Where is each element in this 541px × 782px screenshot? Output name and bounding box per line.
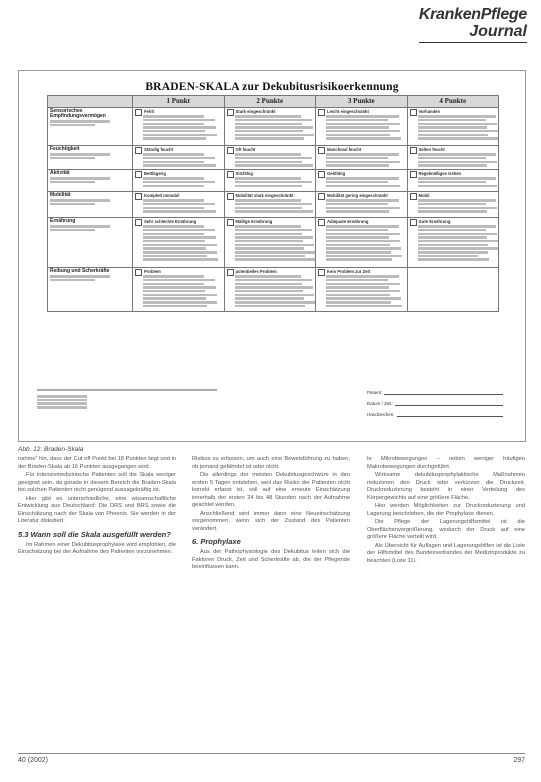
checkbox[interactable] bbox=[227, 109, 234, 116]
text-line bbox=[418, 134, 488, 137]
text-line bbox=[418, 229, 486, 232]
text-line bbox=[143, 229, 215, 232]
text-line bbox=[418, 199, 497, 202]
text-line bbox=[143, 279, 215, 282]
text-line bbox=[418, 123, 498, 126]
text-line bbox=[418, 210, 487, 213]
text-line bbox=[143, 283, 204, 286]
text-line bbox=[235, 247, 304, 250]
score-label: Mobilität gering eingeschränkt bbox=[327, 193, 388, 198]
text-line bbox=[143, 233, 204, 236]
text-line bbox=[143, 164, 216, 167]
text-line bbox=[235, 161, 302, 164]
score-cell bbox=[224, 268, 316, 312]
score-label: Fehlt bbox=[144, 109, 155, 114]
text-line bbox=[143, 134, 217, 137]
paragraph: Die allerdings der meisten Dekubitusgeschwüre in den ersten 5 Tagen entstehen, weil das Risiko der Patienten nicht korrekt erfasst ist, soll auf eine erneute Einschätzung innerhalb der ersten 24 bis 48 Stunden nach der Aufnahme geachtet werden. bbox=[192, 472, 350, 508]
paragraph: Wirksame dekubitusprophylaktische Maßnahmen reduzieren den Druck oder verkürzen die Druckzeit. Druckreduzierung besteht in einer Verteilung des Körpergewichts auf eine größere Fläche. bbox=[367, 472, 525, 501]
score-label: Gehfähig bbox=[327, 171, 346, 176]
text-line bbox=[143, 244, 217, 247]
text-line bbox=[235, 275, 302, 278]
column-header: 4 Punkte bbox=[407, 96, 499, 108]
text-line bbox=[143, 301, 217, 304]
checkbox[interactable] bbox=[135, 147, 142, 154]
journal-subtitle: Journal bbox=[419, 23, 527, 43]
text-line bbox=[326, 157, 388, 160]
text-line bbox=[326, 185, 400, 188]
checkbox[interactable] bbox=[135, 193, 142, 200]
text-line bbox=[235, 185, 302, 188]
checkbox[interactable] bbox=[318, 171, 325, 178]
score-cell bbox=[407, 146, 499, 170]
paragraph: Aus der Pathophysiologie des Dekubitus leiten sich die Faktoren Druck, Zeit und Scherkräfte ab, die der Pflegende beeinflussen kann. bbox=[192, 549, 350, 570]
text-line bbox=[418, 164, 487, 167]
table-header-row bbox=[48, 96, 499, 108]
score-cell bbox=[133, 108, 225, 146]
text-line bbox=[235, 119, 313, 122]
checkbox[interactable] bbox=[318, 193, 325, 200]
text-line bbox=[50, 124, 95, 127]
score-label: Stark eingeschränkt bbox=[235, 109, 276, 114]
text-line bbox=[235, 301, 315, 304]
score-cell bbox=[133, 192, 225, 218]
criterion-name: Feuchtigkeit bbox=[50, 146, 80, 152]
text-line bbox=[326, 297, 401, 300]
section-heading: 5.3 Wann soll die Skala ausgefüllt werden? bbox=[18, 529, 171, 539]
text-line bbox=[143, 115, 204, 118]
score-cell bbox=[407, 268, 499, 312]
checkbox[interactable] bbox=[410, 219, 417, 226]
checkbox[interactable] bbox=[318, 147, 325, 154]
text-line bbox=[326, 134, 390, 137]
text-line bbox=[50, 120, 110, 123]
text-line bbox=[143, 123, 204, 126]
text-line bbox=[235, 177, 302, 180]
text-line bbox=[50, 203, 95, 206]
journal-title: KrankenPflege bbox=[418, 6, 527, 23]
text-line bbox=[50, 199, 110, 202]
text-line bbox=[418, 203, 486, 206]
text-line bbox=[326, 210, 389, 213]
text-line bbox=[418, 181, 486, 184]
issue-number: 40 (2002) bbox=[18, 757, 48, 764]
criterion-cell bbox=[48, 170, 133, 192]
score-label: Komplett immobil bbox=[144, 193, 180, 198]
text-line bbox=[235, 115, 302, 118]
text-line bbox=[143, 258, 218, 261]
text-line bbox=[418, 177, 497, 180]
text-line bbox=[235, 181, 313, 184]
text-line bbox=[235, 137, 304, 140]
score-cell bbox=[133, 146, 225, 170]
text-line bbox=[418, 153, 497, 156]
criterion-cell bbox=[48, 268, 133, 312]
text-line bbox=[143, 137, 206, 140]
text-line bbox=[235, 134, 315, 137]
text-line bbox=[235, 199, 302, 202]
text-line bbox=[50, 229, 95, 232]
text-line bbox=[326, 305, 402, 308]
criterion-name: Mobilität bbox=[50, 192, 71, 198]
text-line bbox=[418, 247, 499, 250]
text-line bbox=[235, 240, 303, 243]
text-line bbox=[143, 119, 215, 122]
checkbox[interactable] bbox=[135, 219, 142, 226]
column-header: 1 Punkt bbox=[133, 96, 225, 108]
text-line bbox=[143, 203, 215, 206]
text-line bbox=[143, 251, 217, 254]
figure-title: BRADEN-SKALA zur Dekubitusrisikoerkennung bbox=[145, 81, 399, 93]
text-line bbox=[418, 240, 498, 243]
text-line bbox=[50, 225, 110, 228]
text-line bbox=[235, 290, 303, 293]
text-line bbox=[326, 279, 388, 282]
text-line bbox=[326, 130, 400, 133]
text-line bbox=[235, 255, 305, 258]
text-line bbox=[235, 258, 316, 261]
text-line bbox=[143, 161, 204, 164]
score-label: Oft feucht bbox=[235, 147, 256, 152]
paragraph: Anschließend wird immer dann eine Neueinschätzung vorgenommen, wenn sich der Zustand des Patienten verändert. bbox=[192, 510, 350, 532]
text-line bbox=[326, 244, 390, 247]
text-line bbox=[143, 305, 207, 308]
text-line bbox=[235, 123, 302, 126]
text-line bbox=[143, 185, 204, 188]
paragraph: te Mikrobewegungen – neben weniger häufigen Makrobewegungen durchgeführt. bbox=[367, 456, 525, 470]
text-line bbox=[326, 123, 400, 126]
text-line bbox=[326, 207, 400, 210]
score-label: Vorhanden bbox=[418, 109, 441, 114]
text-line bbox=[235, 229, 313, 232]
text-column-3 bbox=[367, 456, 525, 566]
text-line bbox=[143, 181, 215, 184]
text-line bbox=[235, 286, 314, 289]
text-line bbox=[418, 236, 487, 239]
checkbox[interactable] bbox=[227, 193, 234, 200]
text-line bbox=[418, 207, 498, 210]
text-line bbox=[418, 137, 499, 140]
score-label: Sehr schlechte Ernährung bbox=[144, 219, 197, 224]
checkbox[interactable] bbox=[410, 171, 417, 178]
checkbox[interactable] bbox=[318, 219, 325, 226]
text-line bbox=[326, 283, 400, 286]
text-line bbox=[235, 225, 302, 228]
text-column-2 bbox=[192, 456, 350, 573]
text-line bbox=[235, 153, 302, 156]
text-line bbox=[326, 177, 399, 180]
text-line bbox=[418, 255, 479, 258]
text-line bbox=[418, 115, 497, 118]
score-label: Leicht eingeschränkt bbox=[327, 109, 369, 114]
score-cell bbox=[316, 146, 408, 170]
text-line bbox=[235, 297, 304, 300]
text-line bbox=[326, 229, 388, 232]
score-cell bbox=[407, 170, 499, 192]
text-line bbox=[50, 279, 95, 282]
criterion-name: Ernährung bbox=[50, 218, 76, 224]
text-line bbox=[326, 275, 399, 278]
score-cell bbox=[133, 268, 225, 312]
figure-caption: Abb. 12: Braden-Skala bbox=[18, 446, 84, 453]
text-line bbox=[143, 199, 204, 202]
score-cell bbox=[133, 218, 225, 268]
text-line bbox=[326, 115, 399, 118]
text-line bbox=[143, 126, 216, 129]
text-column-1 bbox=[18, 456, 176, 558]
table-row bbox=[48, 268, 499, 312]
text-line bbox=[235, 294, 315, 297]
checkbox[interactable] bbox=[227, 269, 234, 276]
score-cell bbox=[224, 108, 316, 146]
text-line bbox=[418, 233, 498, 236]
score-label: Mäßige Ernährung bbox=[235, 219, 273, 224]
score-cell bbox=[316, 218, 408, 268]
table-row bbox=[48, 192, 499, 218]
text-line bbox=[143, 236, 216, 239]
initials-field: Handzeichen: bbox=[367, 411, 503, 417]
text-line bbox=[235, 244, 315, 247]
table-row bbox=[48, 108, 499, 146]
text-line bbox=[326, 286, 389, 289]
score-label: Adäquate Ernährung bbox=[327, 219, 369, 224]
text-line bbox=[418, 244, 488, 247]
score-cell bbox=[133, 170, 225, 192]
text-line bbox=[143, 153, 204, 156]
text-line bbox=[326, 181, 388, 184]
score-label: Mobil bbox=[418, 193, 430, 198]
text-line bbox=[418, 157, 486, 160]
text-line bbox=[418, 161, 498, 164]
score-label: Mobilität stark eingeschränkt bbox=[235, 193, 294, 198]
table-row bbox=[48, 146, 499, 170]
score-cell bbox=[407, 218, 499, 268]
score-label: potentielles Problem bbox=[235, 269, 277, 274]
text-line bbox=[418, 258, 490, 261]
legend-line bbox=[37, 389, 217, 391]
text-line bbox=[418, 251, 489, 254]
braden-table bbox=[47, 95, 499, 312]
text-line bbox=[235, 283, 302, 286]
text-line bbox=[326, 251, 391, 254]
text-line bbox=[235, 130, 303, 133]
score-label: Problem bbox=[144, 269, 161, 274]
text-line bbox=[143, 247, 206, 250]
text-line bbox=[326, 240, 400, 243]
text-line bbox=[326, 233, 400, 236]
text-line bbox=[326, 258, 392, 261]
column-header: 3 Punkte bbox=[316, 96, 408, 108]
text-line bbox=[50, 153, 110, 156]
checkbox[interactable] bbox=[318, 269, 325, 276]
table-row bbox=[48, 170, 499, 192]
section-heading: 6. Prophylaxe bbox=[192, 537, 241, 546]
text-line bbox=[235, 236, 314, 239]
checkbox[interactable] bbox=[227, 171, 234, 178]
paragraph: Im Rahmen einer Dekubitusprophylaxe wird empfohlen, die Einschätzung bei der Aufnahme des Patienten vorzunehmen. bbox=[18, 541, 176, 555]
text-line bbox=[50, 275, 110, 278]
score-label: Regelmäßiges Gehen bbox=[418, 171, 462, 176]
text-line bbox=[418, 130, 498, 133]
column-header: 2 Punkte bbox=[224, 96, 316, 108]
criterion-cell bbox=[48, 146, 133, 170]
text-line bbox=[235, 157, 313, 160]
text-line bbox=[143, 286, 216, 289]
paragraph: Hier gibt es unterschiedliche, eine wissenschaftliche Entwicklung aus Deutschland: Die DRS und BRS sowie die Einschätzung nach der Skala von Phoenix. Sie werden in der Literatur diskutiert. bbox=[18, 495, 176, 524]
score-label: Selten feucht bbox=[418, 147, 445, 152]
patient-field: Patient: bbox=[367, 389, 503, 395]
text-line bbox=[50, 157, 95, 160]
score-label: Gute Ernährung bbox=[418, 219, 451, 224]
checkbox[interactable] bbox=[135, 269, 142, 276]
score-cell bbox=[224, 218, 316, 268]
text-line bbox=[326, 153, 399, 156]
braden-figure bbox=[18, 70, 526, 442]
text-line bbox=[418, 225, 497, 228]
text-line bbox=[143, 177, 204, 180]
text-line bbox=[50, 181, 95, 184]
text-line bbox=[50, 177, 110, 180]
text-line bbox=[143, 294, 217, 297]
table-row bbox=[48, 218, 499, 268]
text-line bbox=[326, 236, 389, 239]
text-line bbox=[143, 297, 206, 300]
text-line bbox=[418, 126, 487, 129]
text-line bbox=[143, 275, 204, 278]
criterion-name: Reibung und Scherkräfte bbox=[50, 268, 110, 274]
text-line bbox=[143, 207, 204, 210]
paragraph: Die Pflege der Lagerungshilfsmittel ist die Oberflächenvergrößerung, wodurch der Druck auf eine größere Fläche verteilt wird. bbox=[367, 519, 525, 540]
text-line bbox=[235, 126, 314, 129]
signature-block bbox=[367, 389, 503, 422]
criterion-cell bbox=[48, 192, 133, 218]
paragraph: Als Übersicht für Auflagen und Lagerungshilfen ist die Liste der Hilfsmittel des Bundesverbandes der Medizinprodukte zu beachten (Liste 11). bbox=[367, 542, 525, 564]
checkbox[interactable] bbox=[318, 109, 325, 116]
score-cell bbox=[316, 170, 408, 192]
text-line bbox=[143, 210, 216, 213]
text-line bbox=[143, 255, 207, 258]
score-label: Kein Problem zur Zeit bbox=[327, 269, 371, 274]
text-line bbox=[326, 301, 391, 304]
text-line bbox=[326, 164, 389, 167]
corner-cell bbox=[48, 96, 133, 108]
checkbox[interactable] bbox=[227, 219, 234, 226]
text-line bbox=[235, 305, 305, 308]
paragraph: nahme" hin, dass der Cut off Punkt bei 18 Punkten liegt und in der Braden-Skala ab 16 Punkten ausgegangen wird. bbox=[18, 456, 176, 470]
score-cell bbox=[224, 146, 316, 170]
text-line bbox=[143, 240, 205, 243]
score-legend bbox=[37, 389, 217, 410]
text-line bbox=[143, 290, 205, 293]
score-cell bbox=[224, 170, 316, 192]
checkbox[interactable] bbox=[410, 193, 417, 200]
text-line bbox=[326, 119, 388, 122]
text-line bbox=[326, 199, 399, 202]
checkbox[interactable] bbox=[410, 147, 417, 154]
text-line bbox=[326, 247, 401, 250]
criterion-cell bbox=[48, 108, 133, 146]
text-line bbox=[326, 126, 389, 129]
text-line bbox=[143, 130, 205, 133]
score-cell bbox=[407, 108, 499, 146]
text-line bbox=[326, 161, 400, 164]
text-line bbox=[326, 137, 401, 140]
text-line bbox=[235, 203, 313, 206]
text-line bbox=[143, 157, 215, 160]
text-line bbox=[326, 290, 400, 293]
score-label: Bettlägerig bbox=[144, 171, 166, 176]
text-line bbox=[235, 233, 302, 236]
text-line bbox=[326, 294, 390, 297]
score-cell bbox=[316, 192, 408, 218]
text-line bbox=[235, 251, 315, 254]
text-line bbox=[235, 207, 302, 210]
score-label: Sitzfähig bbox=[235, 171, 253, 176]
criterion-name: Aktivität bbox=[50, 170, 70, 176]
journal-header bbox=[419, 6, 527, 43]
text-line bbox=[326, 255, 402, 258]
score-label: Manchmal feucht bbox=[327, 147, 362, 152]
paragraph: Risikos zu erfassen, um auch eine Beweisführung zu haben, ob jemand gefährdet ist oder nicht. bbox=[192, 456, 350, 470]
score-cell bbox=[224, 192, 316, 218]
criterion-cell bbox=[48, 218, 133, 268]
checkbox[interactable] bbox=[135, 171, 142, 178]
checkbox[interactable] bbox=[410, 109, 417, 116]
criterion-name: Sensorisches Empfindungsvermögen bbox=[50, 108, 106, 119]
text-line bbox=[418, 185, 498, 188]
text-line bbox=[235, 210, 314, 213]
checkbox[interactable] bbox=[227, 147, 234, 154]
score-label: Ständig feucht bbox=[144, 147, 174, 152]
score-cell bbox=[316, 108, 408, 146]
checkbox[interactable] bbox=[135, 109, 142, 116]
score-cell bbox=[316, 268, 408, 312]
text-line bbox=[418, 119, 486, 122]
page-number: 297 bbox=[513, 757, 525, 764]
text-line bbox=[235, 279, 313, 282]
footer-rule bbox=[18, 753, 525, 754]
text-line bbox=[326, 203, 388, 206]
score-cell bbox=[407, 192, 499, 218]
text-line bbox=[326, 225, 399, 228]
date-time-field: Datum / Zeit: bbox=[367, 400, 503, 406]
text-line bbox=[143, 225, 204, 228]
paragraph: Hier werden Möglichkeiten zur Druckreduzierung und Lagerung beschrieben, die der Prophylaxe dienen. bbox=[367, 503, 525, 517]
paragraph: Für intensivmedizinische Patienten soll die Skala weniger geeignet sein, da gerade in diesem Bereich die Braden-Skala bei solchen Patienten nicht genügend aussagekräftig ist. bbox=[18, 472, 176, 493]
text-line bbox=[235, 164, 314, 167]
